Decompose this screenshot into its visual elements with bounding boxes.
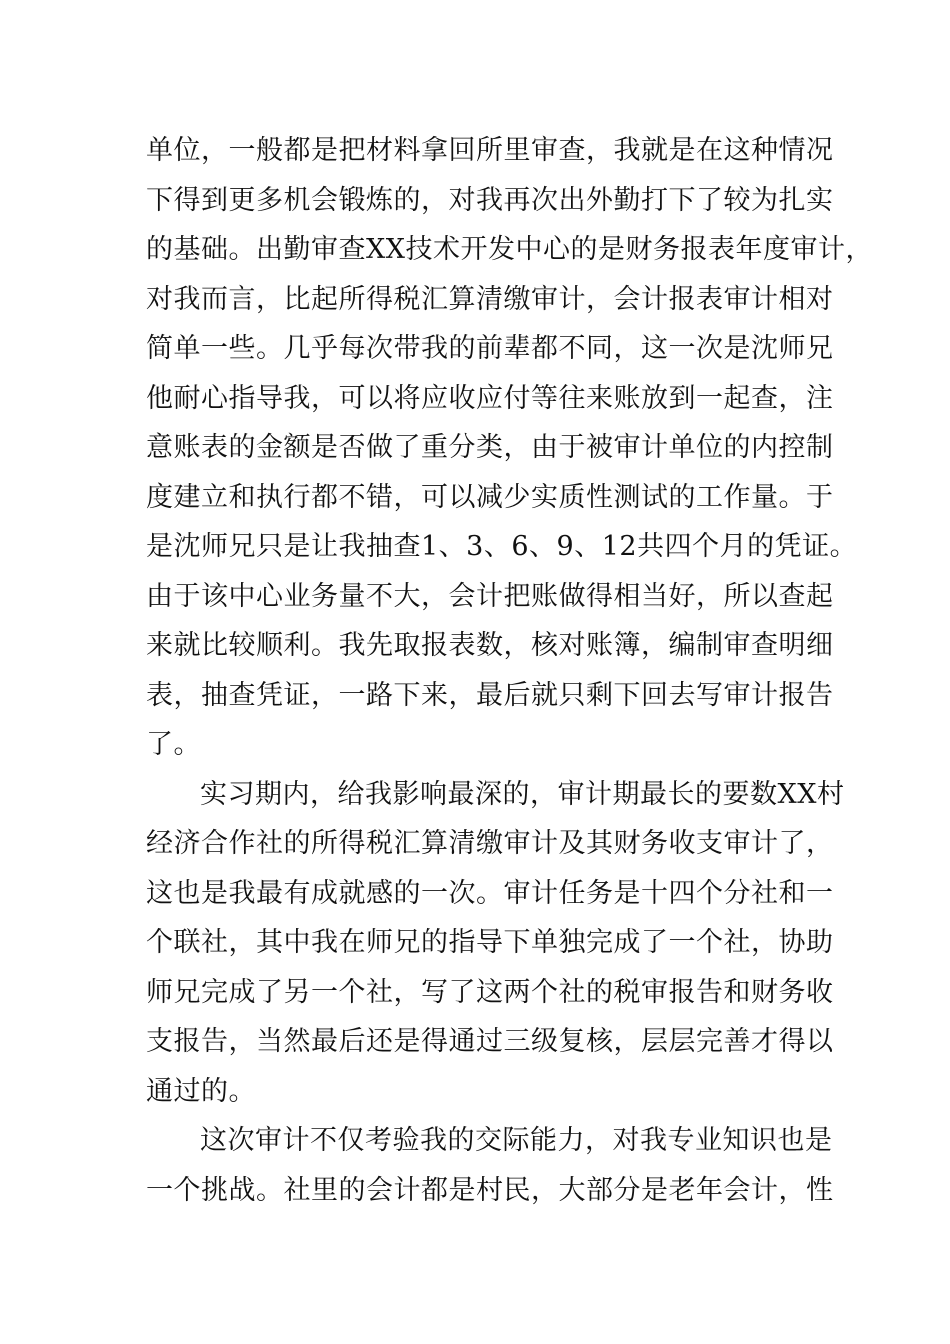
- body-text: [146, 126, 873, 1215]
- text-line: 单位，一般都是把材料拿回所里审查，我就是在这种情况: [146, 135, 834, 166]
- text-line: 由于该中心业务量不大，会计把账做得相当好，所以查起: [146, 580, 834, 612]
- text-line: 这也是我最有成就感的一次。审计任务是十四个分社和一: [146, 877, 834, 909]
- paragraph-first-line: 实习期内，给我影响最深的，审计期最长的要数XX村: [200, 778, 845, 810]
- text-line: 通过的。: [146, 1075, 256, 1107]
- text-line: 来就比较顺利。我先取报表数，核对账簿，编制审查明细: [146, 630, 834, 661]
- text-line: 经济合作社的所得税汇算清缴审计及其财务收支审计了，: [146, 828, 834, 859]
- text-line: 下得到更多机会锻炼的，对我再次出外勤打下了较为扎实: [146, 184, 834, 216]
- text-line: 他耐心指导我，可以将应收应付等往来账放到一起查，注: [146, 382, 834, 414]
- text-line: 是沈师兄只是让我抽查1、3、6、9、12共四个月的凭证。: [146, 531, 858, 562]
- text-line: 的基础。出勤审查XX技术开发中心的是财务报表年度审计，: [146, 234, 873, 265]
- text-line: 对我而言，比起所得税汇算清缴审计，会计报表审计相对: [146, 283, 834, 315]
- text-line: 师兄完成了另一个社，写了这两个社的税审报告和财务收: [146, 976, 834, 1008]
- text-line: 个联社，其中我在师兄的指导下单独完成了一个社，协助: [146, 927, 834, 958]
- text-line: 一个挑战。社里的会计都是村民，大部分是老年会计，性: [146, 1174, 834, 1206]
- text-line: 度建立和执行都不错，可以减少实质性测试的工作量。于: [146, 481, 834, 513]
- text-line: 简单一些。几乎每次带我的前辈都不同，这一次是沈师兄: [146, 333, 834, 364]
- paragraph-first-line: 这次审计不仅考验我的交际能力，对我专业知识也是: [200, 1125, 833, 1156]
- text-line: 了。: [146, 729, 201, 760]
- text-line: 表，抽查凭证，一路下来，最后就只剩下回去写审计报告: [146, 679, 834, 711]
- text-line: 意账表的金额是否做了重分类，由于被审计单位的内控制: [146, 432, 834, 463]
- text-line: 支报告，当然最后还是得通过三级复核，层层完善才得以: [146, 1026, 834, 1057]
